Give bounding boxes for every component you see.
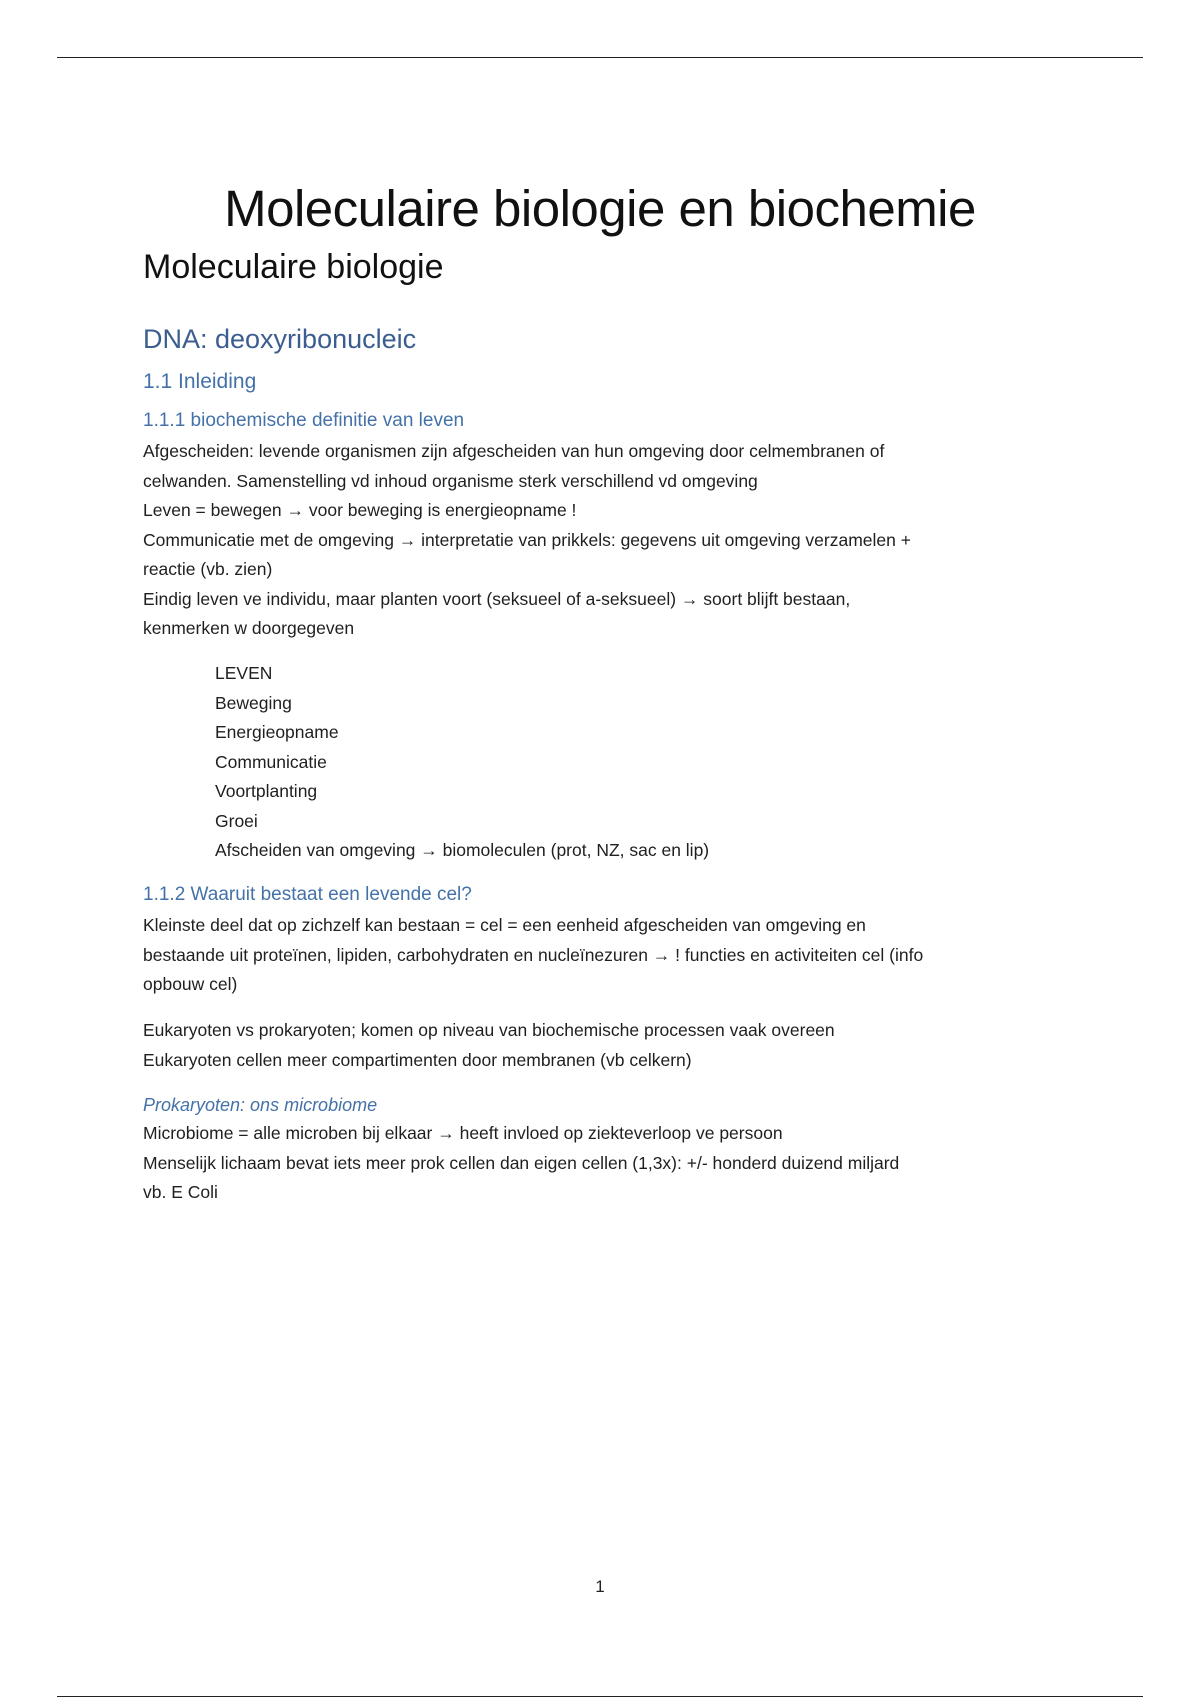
page-number: 1 — [595, 1577, 605, 1596]
body-line: bestaande uit proteïnen, lipiden, carbohydraten en nucleïnezuren → ! functies en activiteiten cel (info — [143, 944, 924, 965]
list-item: Beweging — [215, 692, 292, 713]
body-line: Eukaryoten vs prokaryoten; komen op niveau van biochemische processen vaak overeen — [143, 1020, 835, 1040]
document-subtitle: Moleculaire biologie — [143, 248, 444, 286]
section-heading-1-1-2: 1.1.2 Waaruit bestaat een levende cel? — [143, 884, 472, 905]
prokaryoten-heading: Prokaryoten: ons microbiome — [143, 1095, 378, 1115]
list-item: Communicatie — [215, 751, 327, 772]
footer-rule — [57, 1696, 1143, 1697]
list-item: Afscheiden van omgeving → biomoleculen (prot, NZ, sac en lip) — [215, 840, 710, 860]
chapter-heading: DNA: deoxyribonucleic — [143, 324, 417, 354]
list-item: LEVEN — [215, 663, 273, 683]
body-line: Menselijk lichaam bevat iets meer prok cellen dan eigen cellen (1,3x): +/- honderd duizend miljard — [143, 1152, 900, 1173]
list-item: Energieopname — [215, 722, 339, 742]
body-line: Microbiome = alle microben bij elkaar → heeft invloed op ziekteverloop ve persoon — [143, 1123, 783, 1143]
section-1-1-2-body — [143, 911, 1063, 1000]
body-line: reactie (vb. zien) — [143, 559, 273, 579]
body-line: kenmerken w doorgegeven — [143, 618, 355, 638]
list-item: Groei — [215, 810, 258, 831]
body-line: Eindig leven ve individu, maar planten voort (seksueel of a-seksueel) → soort blijft bestaan, — [143, 588, 851, 609]
document-title: Moleculaire biologie en biochemie — [224, 180, 976, 237]
section-heading-1-1-1: 1.1.1 biochemische definitie van leven — [143, 410, 465, 431]
section-heading-1-1: 1.1 Inleiding — [143, 370, 257, 393]
list-item: Voortplanting — [215, 781, 318, 801]
body-line: Leven = bewegen → voor beweging is energieopname ! — [143, 500, 577, 520]
eukaryoten-body — [143, 1016, 1063, 1075]
prokaryoten-body — [143, 1119, 1063, 1208]
body-line: Communicatie met de omgeving → interpretatie van prikkels: gegevens uit omgeving verzamelen + — [143, 529, 911, 550]
section-1-1-1-body — [143, 437, 1063, 644]
body-line: opbouw cel) — [143, 974, 238, 994]
header-rule — [57, 57, 1143, 58]
leven-list — [215, 659, 709, 866]
body-line: Kleinste deel dat op zichzelf kan bestaan = cel = een eenheid afgescheiden van omgeving en — [143, 915, 866, 935]
body-line: vb. E Coli — [143, 1182, 218, 1202]
body-line: Eukaryoten cellen meer compartimenten door membranen (vb celkern) — [143, 1049, 692, 1070]
body-line: Afgescheiden: levende organismen zijn afgescheiden van hun omgeving door celmembranen of — [143, 441, 885, 461]
body-line: celwanden. Samenstelling vd inhoud organisme sterk verschillend vd omgeving — [143, 470, 758, 491]
